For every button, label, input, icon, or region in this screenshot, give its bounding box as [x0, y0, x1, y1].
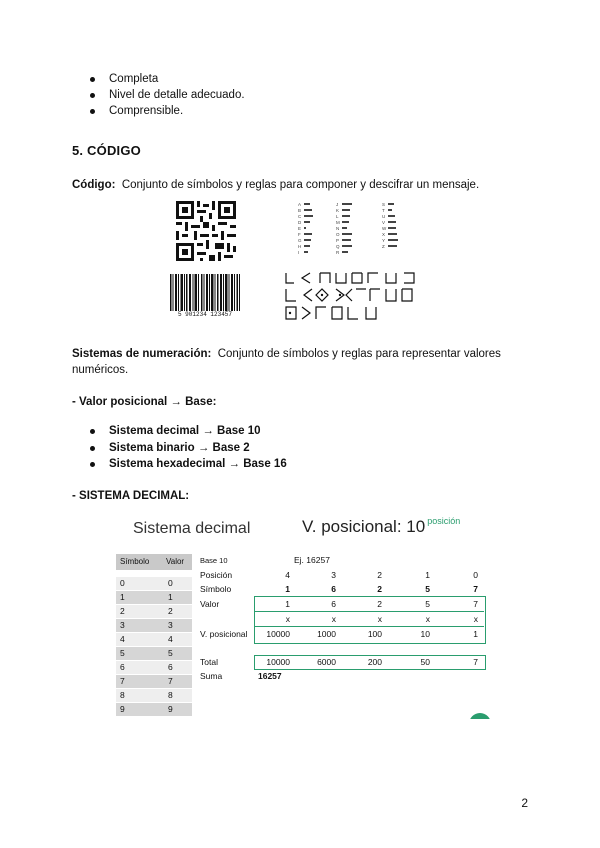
vpos-cell: 10 [420, 629, 430, 639]
cell: 2 [120, 606, 125, 616]
sym-cell: 7 [473, 584, 478, 594]
valor-posicional-heading: - Valor posicional → Base: [72, 396, 217, 408]
section-heading: 5. CÓDIGO [72, 143, 141, 158]
table-row [116, 689, 192, 702]
sistemas-definition-line1: Conjunto de símbolos y reglas para representar valores [217, 348, 501, 360]
svg-text:V: V [382, 220, 386, 225]
vpos-cell: 10000 [266, 629, 290, 639]
cell: 7 [120, 676, 125, 686]
cell: 0 [120, 578, 125, 588]
svg-text:Z: Z [382, 244, 385, 249]
svg-text:X: X [382, 232, 386, 237]
val-cell: 5 [425, 599, 430, 609]
sistemas-definition-line2: numéricos. [72, 364, 129, 376]
svg-text:U: U [382, 214, 386, 219]
table-row [116, 605, 192, 618]
list-item: Completa [88, 71, 245, 87]
svg-text:P: P [336, 238, 340, 243]
table-row [116, 577, 192, 590]
cell: 0 [168, 578, 173, 588]
suma-value: 16257 [258, 671, 282, 681]
valor-label: Valor [200, 599, 220, 609]
cell: 3 [120, 620, 125, 630]
svg-text:O: O [336, 232, 340, 237]
x-cell: x [473, 614, 478, 624]
sym-cell: 2 [377, 584, 382, 594]
svg-text:A: A [298, 202, 302, 207]
total-cell: 7 [473, 657, 478, 667]
x-cell: x [425, 614, 430, 624]
svg-text:T: T [382, 208, 385, 213]
cell: 8 [120, 690, 125, 700]
cell: 5 [168, 648, 173, 658]
table-header [116, 554, 192, 570]
sistemas-term: Sistemas de numeración: [72, 348, 212, 360]
svg-text:B: B [298, 208, 302, 213]
codigo-term: Código: [72, 179, 116, 191]
slide-title: Sistema decimal [133, 520, 251, 537]
total-label: Total [200, 657, 218, 667]
barcode-number: 5 901234 123457 [168, 311, 242, 319]
total-cell: 6000 [317, 657, 336, 667]
sym-cell: 6 [331, 584, 336, 594]
sistema-decimal-heading: - SISTEMA DECIMAL: [72, 490, 190, 502]
vposicional-label: V. posicional [200, 629, 248, 639]
cell: 5 [120, 648, 125, 658]
sym-cell: 5 [425, 584, 430, 594]
svg-text:W: W [382, 226, 387, 231]
svg-text:N: N [336, 226, 340, 231]
table-row [116, 633, 192, 646]
svg-text:G: G [298, 238, 302, 243]
svg-text:S: S [382, 202, 386, 207]
divider [254, 626, 484, 627]
svg-text:F: F [298, 232, 301, 237]
cell: 6 [168, 662, 173, 672]
table-row [116, 675, 192, 688]
svg-text:E: E [298, 226, 302, 231]
pos-cell: 1 [425, 570, 430, 580]
x-cell: x [285, 614, 290, 624]
morse-table-image [298, 201, 410, 259]
svg-text:R: R [336, 250, 340, 255]
svg-text:M: M [336, 220, 340, 225]
cell: 7 [168, 676, 173, 686]
svg-text:Y: Y [382, 238, 386, 243]
sistemas-paragraph [72, 346, 532, 378]
list-item: Comprensible. [88, 103, 245, 119]
x-cell: x [377, 614, 382, 624]
svg-text:H: H [298, 244, 302, 249]
cell: 9 [120, 704, 125, 714]
x-cell: x [331, 614, 336, 624]
divider [254, 611, 484, 612]
qr-code-image [176, 201, 236, 261]
slide-vpos-title [302, 516, 461, 537]
bases-list [88, 423, 287, 473]
page-number: 2 [521, 796, 528, 810]
svg-text:Q: Q [336, 244, 340, 249]
vpos-cell: 100 [367, 629, 382, 639]
val-cell: 1 [285, 599, 290, 609]
pos-cell: 4 [285, 570, 290, 580]
svg-text:I: I [298, 250, 300, 255]
suma-label: Suma [200, 671, 223, 681]
header-simbolo: Símbolo [120, 557, 150, 566]
table-row [116, 591, 192, 604]
total-cell: 10000 [266, 657, 290, 667]
total-cell: 50 [420, 657, 430, 667]
pos-cell: 2 [377, 570, 382, 580]
simbolo-label: Símbolo [200, 584, 232, 594]
symbol-table [116, 554, 192, 716]
val-cell: 2 [377, 599, 382, 609]
vpos-superscript: posición [427, 516, 461, 526]
table-row [116, 661, 192, 674]
svg-text:C: C [298, 214, 302, 219]
base-label: Base 10 [200, 556, 228, 565]
list-item: Sistema decimal → Base 10 [88, 423, 287, 440]
svg-text:L: L [336, 214, 339, 219]
cell: 4 [120, 634, 125, 644]
table-row [116, 619, 192, 632]
vpos-cell: 1000 [317, 629, 336, 639]
cell: 4 [168, 634, 173, 644]
table-row [116, 703, 192, 716]
cell: 1 [168, 592, 173, 602]
codigo-paragraph [72, 177, 479, 193]
list-item: Nivel de detalle adecuado. [88, 87, 245, 103]
pigpen-cipher-image [282, 271, 428, 321]
total-cell: 200 [367, 657, 382, 667]
vpos-cell: 1 [473, 629, 478, 639]
cell: 2 [168, 606, 173, 616]
vpos-title-text: V. posicional: 10 [302, 517, 426, 536]
posicion-label: Posición [200, 570, 233, 580]
val-cell: 7 [473, 599, 478, 609]
codigo-definition: Conjunto de símbolos y reglas para componer y descifrar un mensaje. [121, 179, 480, 191]
cell: 8 [168, 690, 173, 700]
cell: 6 [120, 662, 125, 672]
cell: 1 [120, 592, 125, 602]
svg-text:J: J [336, 202, 339, 207]
pos-cell: 0 [473, 570, 478, 580]
sym-cell: 1 [285, 584, 290, 594]
header-valor: Valor [166, 557, 185, 566]
cell: 9 [168, 704, 173, 714]
val-cell: 6 [331, 599, 336, 609]
svg-text:D: D [298, 220, 302, 225]
svg-text:K: K [336, 208, 340, 213]
table-row [116, 647, 192, 660]
cell: 3 [168, 620, 173, 630]
green-dot-icon [469, 713, 491, 719]
list-item: Sistema binario → Base 2 [88, 440, 287, 457]
example-label: Ej. 16257 [294, 555, 330, 565]
pos-cell: 3 [331, 570, 336, 580]
list-item: Sistema hexadecimal → Base 16 [88, 456, 287, 473]
quality-list [88, 71, 245, 119]
positional-grid [198, 554, 488, 684]
